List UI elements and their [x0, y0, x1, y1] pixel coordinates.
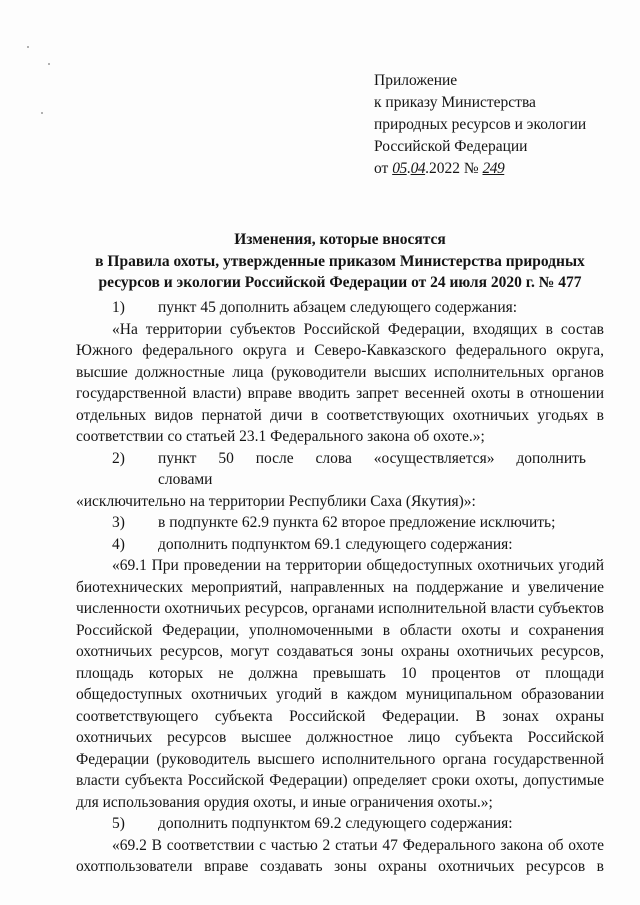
appendix-country-line: Российской Федерации [374, 138, 528, 155]
date-separator: . [406, 160, 411, 177]
document-heading [76, 229, 604, 294]
scan-speck [27, 46, 29, 48]
list-item-2 [76, 448, 604, 491]
date-month: 04 [410, 160, 426, 177]
item-5-quote: «69.2 В соответствии с частью 2 статьи 47 Федерального закона об охоте охотпользователи вправе создавать зоны охраны охотничьих ресурсов в [76, 836, 604, 875]
item-text: пункт 45 дополнить абзацем следующего содержания: [158, 299, 518, 316]
date-year: .2022 № [425, 160, 483, 177]
item-number: 2) [112, 449, 125, 467]
heading-line-3: ресурсов и экологии Российской Федерации от 24 июля 2020 г. № 477 [98, 274, 582, 291]
item-text: дополнить подпунктом 69.2 следующего содержания: [158, 815, 513, 832]
date-prefix: от [374, 160, 393, 177]
appendix-ministry-line: природных ресурсов и экологии [374, 116, 587, 133]
item-text: пункт 50 после слова «осуществляется» дополнить словами [158, 449, 586, 488]
item-number: 3) [112, 514, 125, 531]
item-2-continuation: «исключительно на территории Республики Саха (Якутия)»: [76, 492, 476, 510]
heading-line-1: Изменения, которые вносятся [234, 231, 446, 248]
list-item-5 [76, 813, 604, 835]
list-item-3 [76, 512, 604, 534]
appendix-title: Приложение [374, 72, 458, 89]
appendix-date-line [374, 158, 624, 180]
item-4-quote: «69.1 При проведении на территории общедоступных охотничьих угодий биотехнических мероприятий, направленных на поддержание и увеличение численности охотничьих ресурсов, органами исполнительной власти субъектов Российской Федерации, уполномоченными в области охоты и сохранения охотничьих ресурсов, могут создаваться зоны охраны охотничьих ресурсов, площадь которых не должна превышать 10 процентов от площади общедоступных охотничьих угодий в каждом муниципальном образовании соответствующего субъекта Российской Федерации. В зонах охраны охотничьих ресурсов высшее должностное лицо субъекта Российской Федерации (руководитель высшего исполнительного органа государственной власти субъекта Российской Федерации) определяет сроки охоты, допустимые для использования орудия охоты, и иные ограничения охоты.»; [76, 557, 604, 811]
item-1-quote: «На территории субъектов Российской Федерации, входящих в состав Южного федерального округа и Северо-Кавказского федерального округа, высшие должностные лица (руководители высших исполнительных органов государственной власти) вправе вводить запрет весенней охоты в отношении отдельных видов пернатой дичи в соответствующих охотничьих угодьях в соответствии со статьей 23.1 Федерального закона об охоте.»; [76, 320, 604, 445]
order-number: 249 [482, 160, 505, 177]
item-number: 1) [112, 299, 125, 316]
item-text: в подпункте 62.9 пункта 62 второе предложение исключить; [158, 514, 556, 531]
item-number: 5) [112, 815, 125, 832]
appendix-block [374, 70, 624, 180]
list-item-1 [76, 297, 604, 319]
heading-line-2: в Правила охоты, утвержденные приказом Министерства природных [95, 252, 585, 270]
scan-speck [48, 63, 50, 65]
appendix-order-line: к приказу Министерства [374, 94, 536, 111]
item-text: дополнить подпунктом 69.1 следующего содержания: [158, 535, 513, 553]
document-body [76, 297, 604, 878]
item-number: 4) [112, 535, 125, 553]
list-item-4 [76, 534, 604, 556]
scan-speck [41, 112, 43, 114]
date-day: 05 [392, 160, 407, 177]
